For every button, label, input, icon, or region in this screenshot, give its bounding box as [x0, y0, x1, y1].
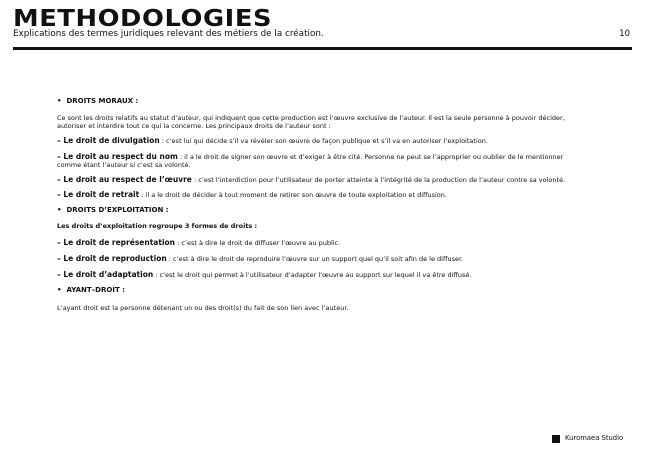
moraux-item-term: – Le droit au respect du nom	[57, 151, 178, 161]
page-title: METHODOLOGIES	[13, 6, 273, 32]
exploitation-item-term: – Le droit d’adaptation	[57, 270, 154, 280]
moraux-item	[57, 137, 587, 145]
moraux-item-text: : il a le droit de signer son œuvre et d’exiger à être cité. Personne ne peut se l’approprier ou oublier de le mentionner comme étant l’auteur si c’est sa volonté.	[57, 152, 564, 169]
moraux-item-term: – Le droit au respect de l’œuvre	[57, 175, 192, 185]
moraux-item-text: : c’est l’interdiction pour l’utilisateur de porter atteinte à l’intégrité de la production de l’auteur contre sa volonté.	[191, 176, 566, 185]
section-heading-droits-exploitation: • DROITS D’EXPLOITATION :	[57, 206, 587, 215]
studio-name: Kuromaea Studio	[565, 434, 624, 442]
exploitation-item-term: – Le droit de représentation	[57, 237, 176, 247]
moraux-item	[57, 153, 587, 169]
section-heading-droits-moraux: • DROITS MORAUX :	[57, 97, 587, 106]
square-icon	[552, 435, 560, 443]
exploitation-item-text: : c’est à dire le droit de reproduire l’œuvre sur un support quel qu’il soit afin de le diffuser.	[166, 254, 464, 263]
page-number: 10	[619, 29, 630, 39]
exploitation-item-term: – Le droit de reproduction	[57, 253, 167, 263]
exploitation-item	[57, 255, 587, 263]
moraux-item-text: : c’est lui qui décide s’il va révéler son œuvre de façon publique et s’il va en autoriser l’exploitation.	[159, 137, 488, 146]
exploitation-item-text: : c’est le droit qui permet à l’utilisateur d’adapter l’œuvre au support sur lequel il va être diffusé.	[153, 271, 472, 280]
section-heading-ayant-droit: • AYANT–DROIT :	[57, 286, 587, 295]
moraux-intro: Ce sont les droits relatifs au statut d’auteur, qui indiquent que cette production est l’œuvre exclusive de l’auteur. Il est la seule personne à pouvoir décider, autoriser et interdire tout ce qui la concerne. Les principaux droits de l’auteur sont :	[57, 114, 565, 131]
header-divider	[13, 47, 632, 50]
moraux-item-term: – Le droit de divulgation	[57, 136, 160, 146]
ayant-droit-text: L’ayant droit est la personne détenant un ou des droit(s) du fait de son lien avec l’auteur.	[57, 304, 349, 313]
exploitation-item	[57, 271, 587, 279]
document-body	[57, 97, 587, 312]
exploitation-item	[57, 239, 587, 247]
footer-studio	[552, 434, 623, 443]
page-subtitle: Explications des termes juridiques relevant des métiers de la création.	[13, 29, 324, 39]
exploitation-intro: Les droits d’exploitation regroupe 3 formes de droits :	[57, 222, 258, 231]
exploitation-item-text: : c’est à dire le droit de diffuser l’œuvre au public.	[175, 238, 341, 247]
moraux-item-text: : il a le droit de décider à tout moment de retirer son œuvre de toute exploitation et diffusion.	[139, 191, 447, 200]
moraux-item	[57, 191, 587, 199]
moraux-item-term: – Le droit de retrait	[57, 190, 140, 200]
moraux-item	[57, 176, 587, 184]
